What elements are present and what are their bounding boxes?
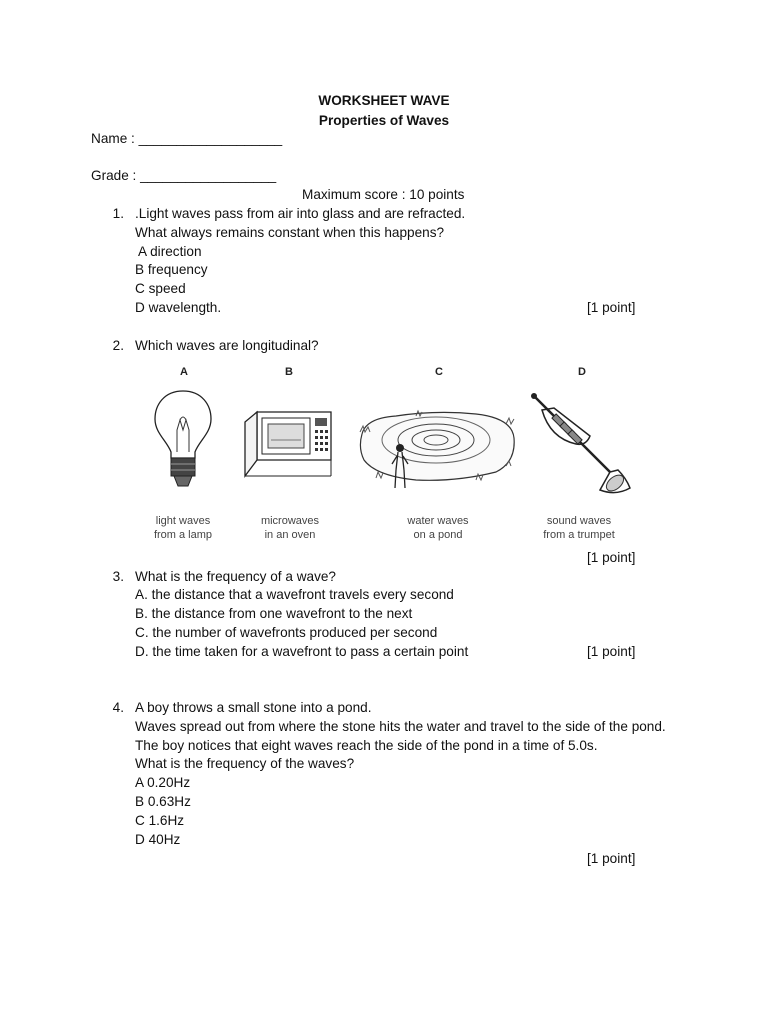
figure-caption-d [524,514,634,542]
figure-letter: D [578,366,586,378]
points-label: [1 point] [587,851,636,866]
figure-letter: A [180,366,188,378]
question-text: Which waves are longitudinal? [135,338,319,353]
light-bulb-icon [150,388,216,492]
question-text: Waves spread out from where the stone hits the water and travel to the side of the pond. [135,719,666,734]
figure-letter: C [435,366,443,378]
answer-option[interactable]: C speed [135,281,186,296]
pond-icon [356,404,518,496]
question-number: 4. [112,700,124,715]
trumpet-icon [530,392,634,496]
answer-option[interactable]: D. the time taken for a wavefront to pass a certain point [135,644,469,659]
question-number: 3. [112,569,124,584]
question-number: 1. [112,206,124,221]
caption-line: sound waves [546,515,612,527]
points-label: [1 point] [587,644,636,659]
question-text: What is the frequency of the waves? [135,756,355,771]
answer-option[interactable]: D wavelength. [135,300,222,315]
grade-field[interactable]: Grade : __________________ [91,168,277,183]
worksheet-subtitle: Properties of Waves [318,113,450,128]
question-number: 2. [112,338,124,353]
answer-option[interactable]: B. the distance from one wavefront to the next [135,606,413,621]
question-text: A boy throws a small stone into a pond. [135,700,372,715]
caption-line: microwaves [260,515,320,527]
worksheet-title: WORKSHEET WAVE [318,93,450,108]
answer-option[interactable]: B 0.63Hz [135,794,191,809]
figure-caption-b [235,514,345,542]
caption-line: from a lamp [153,529,213,541]
microwave-oven-icon [243,410,335,482]
figure-caption-a [128,514,238,542]
question-text: What is the frequency of a wave? [135,569,336,584]
answer-option[interactable]: A. the distance that a wavefront travels every second [135,587,454,602]
name-field[interactable]: Name : ___________________ [91,131,283,146]
question-text: .Light waves pass from air into glass and are refracted. [135,206,466,221]
caption-line: on a pond [413,529,463,541]
caption-line: light waves [155,515,211,527]
caption-line: water waves [407,515,469,527]
answer-option[interactable]: A direction [135,244,202,259]
caption-line: in an oven [264,529,316,541]
caption-line: from a trumpet [543,529,615,541]
answer-option[interactable]: C. the number of wavefronts produced per second [135,625,438,640]
figure-caption-c [383,514,493,542]
max-score: Maximum score : 10 points [302,187,465,202]
answer-option[interactable]: A 0.20Hz [135,775,191,790]
question-text: What always remains constant when this happens? [135,225,445,240]
points-label: [1 point] [587,300,636,315]
answer-option[interactable]: C 1.6Hz [135,813,185,828]
answer-option[interactable]: D 40Hz [135,832,181,847]
answer-option[interactable]: B frequency [135,262,208,277]
points-label: [1 point] [587,550,636,565]
figure-letter: B [285,366,293,378]
question-text: The boy notices that eight waves reach the side of the pond in a time of 5.0s. [135,738,598,753]
